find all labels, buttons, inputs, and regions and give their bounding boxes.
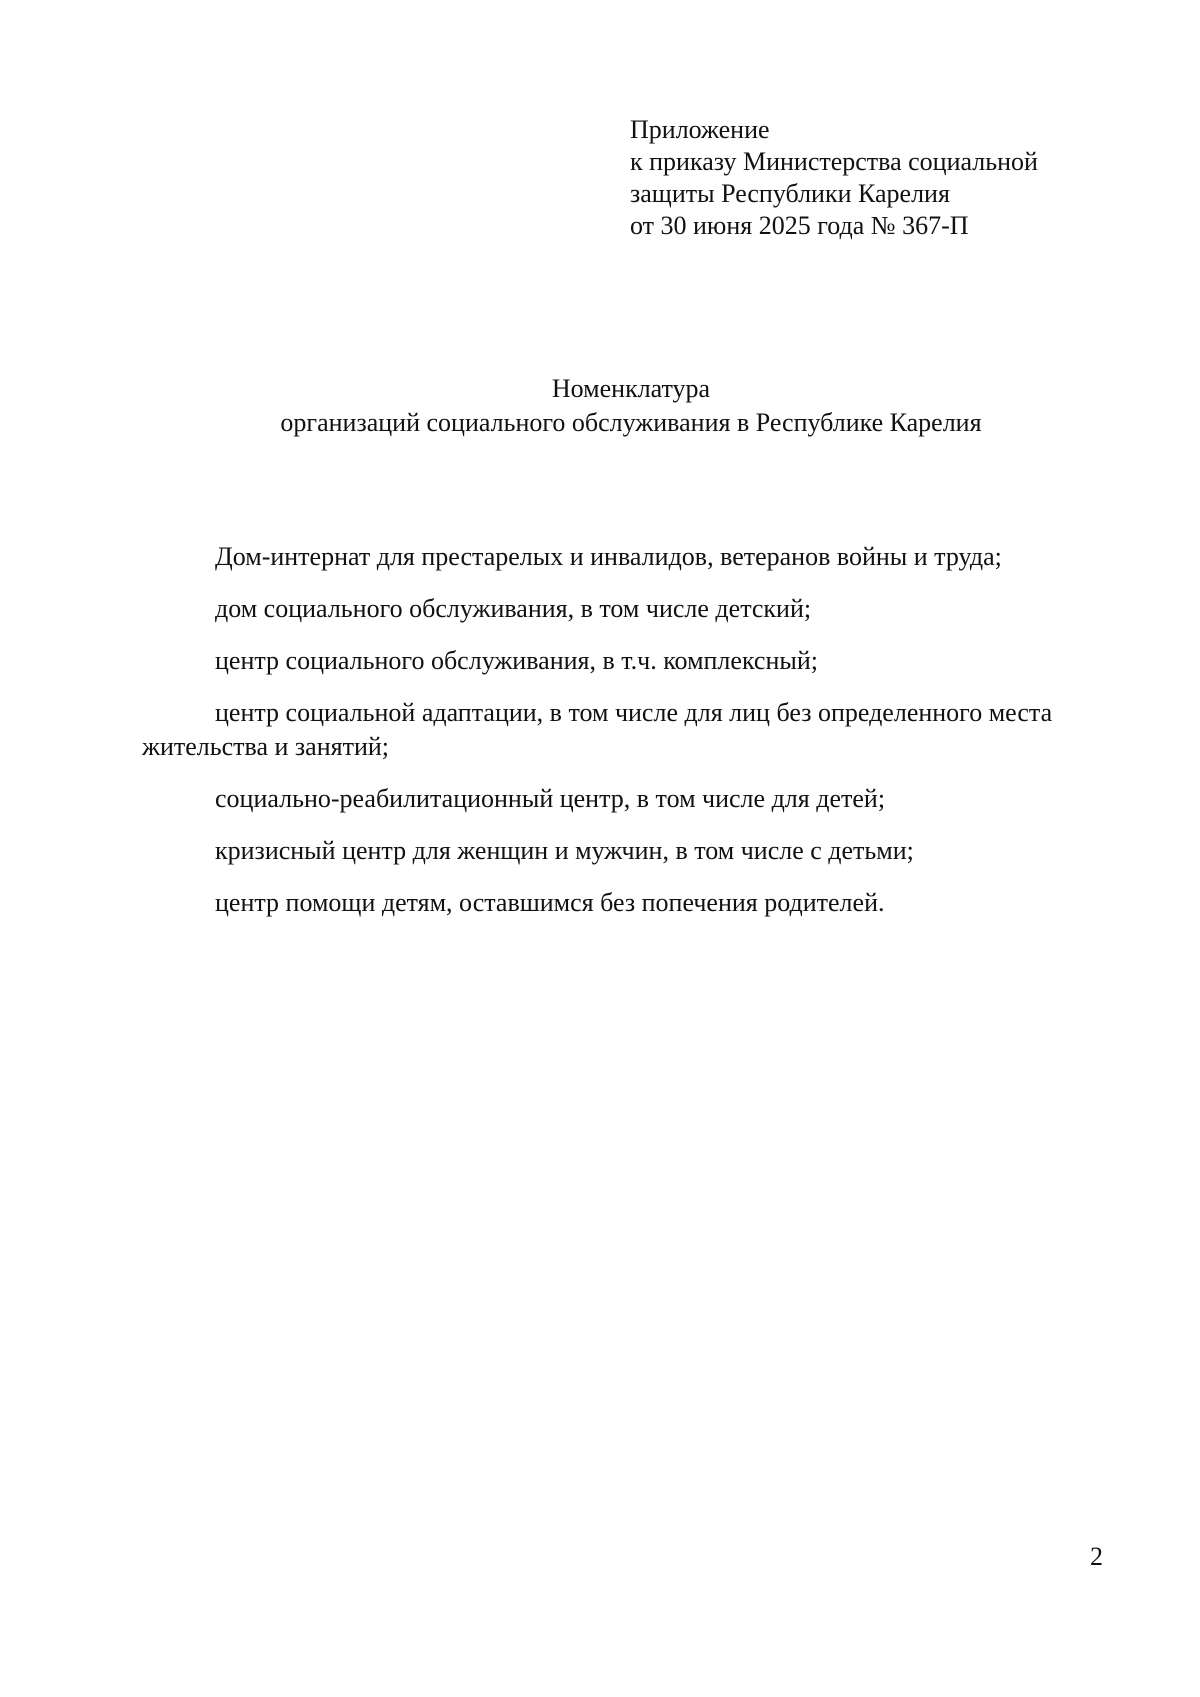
list-item: дом социального обслуживания, в том числе детский; [215,594,812,623]
list-item: центр помощи детям, оставшимся без попечения родителей. [215,888,885,917]
list-item: кризисный центр для женщин и мужчин, в том числе с детьми; [215,836,914,865]
document-title [0,372,1200,440]
appendix-line: к приказу Министерства социальной [630,147,1038,176]
title-line-2: организаций социального обслуживания в Республике Карелия [280,408,982,437]
appendix-line: от 30 июня 2025 года № 367-П [630,211,969,240]
list-item: Дом-интернат для престарелых и инвалидов, ветеранов войны и труда; [215,542,1002,571]
nomenclature-list [142,540,1122,938]
list-item: центр социального обслуживания, в т.ч. комплексный; [215,646,818,675]
appendix-header [630,114,1150,242]
list-item: центр социальной адаптации, в том числе для лиц без определенного места жительства и занятий; [142,698,1053,761]
title-line-1: Номенклатура [551,374,711,403]
list-item: социально-реабилитационный центр, в том числе для детей; [215,784,886,813]
appendix-line: Приложение [630,115,770,144]
page-number: 2 [1090,1542,1103,1571]
appendix-line: защиты Республики Карелия [630,179,950,208]
